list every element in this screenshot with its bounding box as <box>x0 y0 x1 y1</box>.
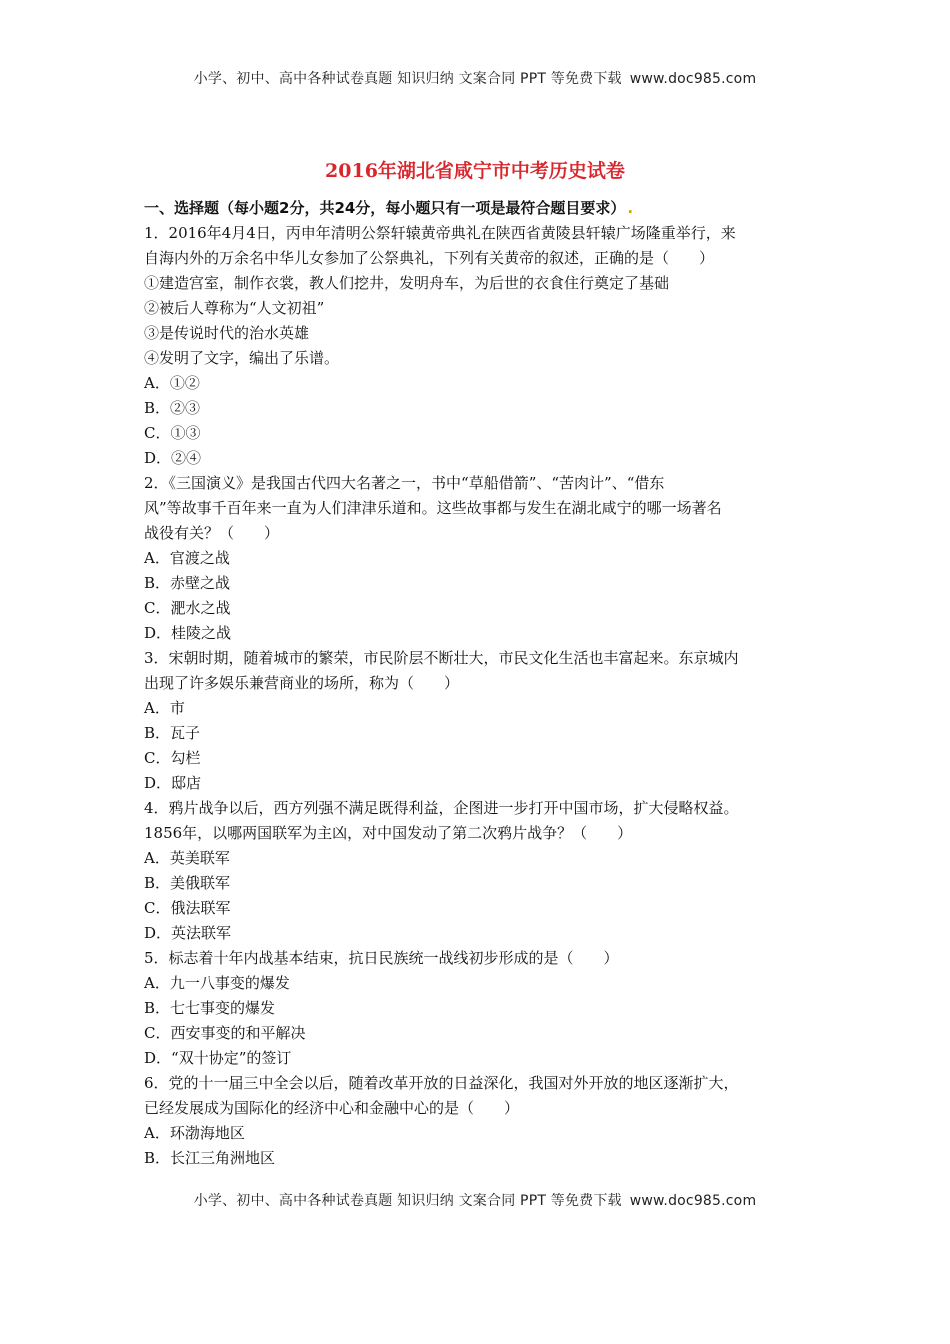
option-b: B．美俄联军 <box>144 874 231 892</box>
statement-item: ②被后人尊称为“人文初祖” <box>144 299 325 317</box>
document-title: 2016年湖北省咸宁市中考历史试卷 <box>325 160 625 182</box>
option-d: D．桂陵之战 <box>144 624 232 642</box>
option-c: C．勾栏 <box>144 749 201 767</box>
question-1 <box>144 221 814 471</box>
header-text: 小学、初中、高中各种试卷真题 知识归纳 文案合同 PPT 等免费下载 <box>193 71 622 87</box>
question-stem-line: 出现了许多娱乐兼营商业的场所，称为（ ） <box>144 674 460 692</box>
question-stem-line: 2．《三国演义》是我国古代四大名著之一，书中“草船借箭”、“苦肉计”、“借东 <box>144 474 665 492</box>
option-c: C．淝水之战 <box>144 599 231 617</box>
option-a: A．环渤海地区 <box>144 1124 245 1142</box>
question-stem-line: 战役有关？（ ） <box>144 524 280 542</box>
page-footer <box>0 1190 950 1210</box>
question-stem-line: 5．标志着十年内战基本结束，抗日民族统一战线初步形成的是（ ） <box>144 949 619 967</box>
question-stem-line: 已经发展成为国际化的经济中心和金融中心的是（ ） <box>144 1099 520 1117</box>
footer-site-link[interactable]: www.doc985.com <box>629 1193 757 1209</box>
option-c: C．俄法联军 <box>144 899 231 917</box>
option-d: D．②④ <box>144 449 202 467</box>
question-stem-line: 6．党的十一届三中全会以后，随着改革开放的日益深化，我国对外开放的地区逐渐扩大， <box>144 1074 739 1092</box>
header-site-link[interactable]: www.doc985.com <box>629 71 757 87</box>
option-b: B．七七事变的爆发 <box>144 999 276 1017</box>
option-b: B．②③ <box>144 399 201 417</box>
option-a: A．①② <box>144 374 200 392</box>
statement-item: ③是传说时代的治水英雄 <box>144 324 310 342</box>
question-stem-line: 3．宋朝时期，随着城市的繁荣，市民阶层不断壮大，市民文化生活也丰富起来。东京城内 <box>144 649 739 667</box>
option-d: D．“双十协定”的签订 <box>144 1049 292 1067</box>
option-a: A．市 <box>144 699 185 717</box>
option-a: A．官渡之战 <box>144 549 230 567</box>
section-heading-text: 一、选择题（每小题2分，共24分，每小题只有一项是最符合题目要求） <box>144 199 626 217</box>
page-header <box>0 68 950 88</box>
section-heading <box>144 196 814 221</box>
statement-item: ④发明了文字，编出了乐谱。 <box>144 349 340 367</box>
question-stem-line: 1856年，以哪两国联军为主凶，对中国发动了第二次鸦片战争？（ ） <box>144 824 633 842</box>
option-b: B．瓦子 <box>144 724 201 742</box>
option-c: C．①③ <box>144 424 201 442</box>
question-stem-line: 自海内外的万余名中华儿女参加了公祭典礼，下列有关黄帝的叙述，正确的是（ ） <box>144 249 715 267</box>
question-5 <box>144 946 814 1071</box>
option-d: D．英法联军 <box>144 924 232 942</box>
question-stem-line: 风”等故事千百年来一直为人们津津乐道和。这些故事都与发生在湖北咸宁的哪一场著名 <box>144 499 722 517</box>
option-b: B．赤壁之战 <box>144 574 231 592</box>
question-stem-line: 1．2016年4月4日，丙申年清明公祭轩辕黄帝典礼在陕西省黄陵县轩辕广场隆重举行，来 <box>144 224 736 242</box>
footer-text: 小学、初中、高中各种试卷真题 知识归纳 文案合同 PPT 等免费下载 <box>193 1193 622 1209</box>
question-6 <box>144 1071 814 1171</box>
option-c: C．西安事变的和平解决 <box>144 1024 306 1042</box>
option-a: A．英美联军 <box>144 849 230 867</box>
option-b: B．长江三角洲地区 <box>144 1149 276 1167</box>
question-3 <box>144 646 814 796</box>
exam-content <box>144 196 814 1171</box>
option-d: D．邸店 <box>144 774 202 792</box>
question-stem-line: 4．鸦片战争以后，西方列强不满足既得利益，企图进一步打开中国市场，扩大侵略权益。 <box>144 799 739 817</box>
option-a: A．九一八事变的爆发 <box>144 974 290 992</box>
question-4 <box>144 796 814 946</box>
section-heading-dot: . <box>627 199 634 217</box>
question-2 <box>144 471 814 646</box>
statement-item: ①建造宫室，制作衣裳，教人们挖井，发明舟车，为后世的衣食住行奠定了基础 <box>144 274 670 292</box>
